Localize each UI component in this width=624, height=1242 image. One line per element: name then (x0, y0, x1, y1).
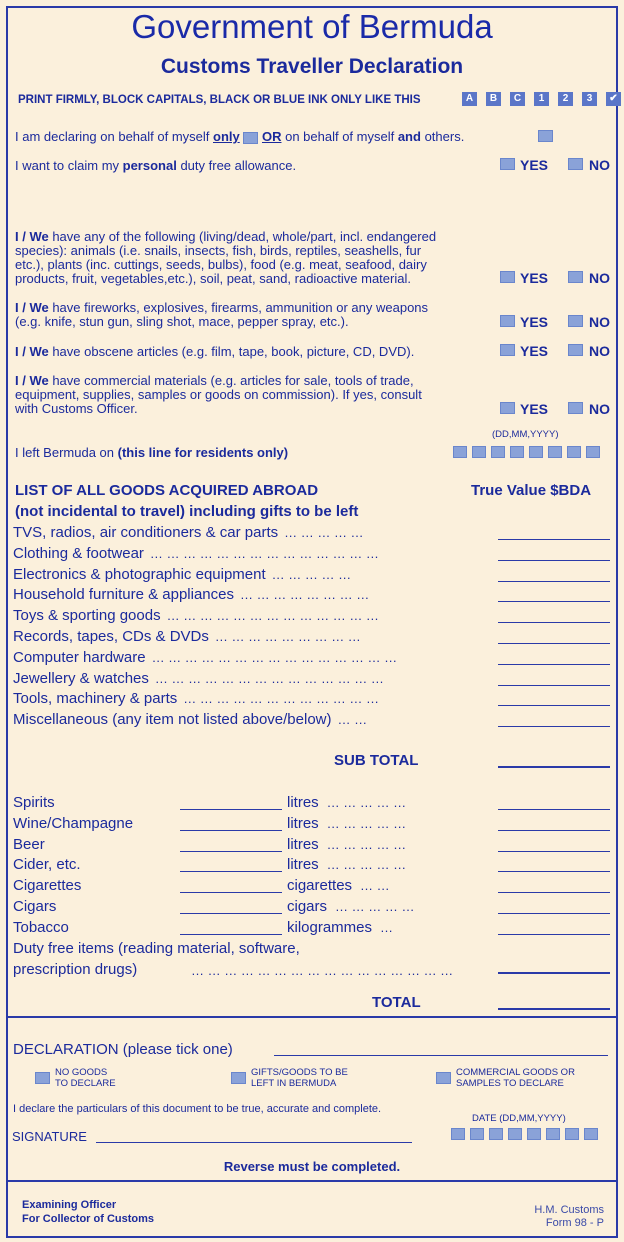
alcohol-unit-text: cigarettes (287, 877, 353, 894)
alcohol-unit (287, 836, 406, 853)
signature-date-digit-box[interactable] (489, 1128, 503, 1140)
sample-char-box: C (510, 92, 525, 106)
alcohol-quantity-field[interactable] (180, 830, 282, 831)
q1-part-a: I am declaring on behalf of myself (15, 129, 213, 144)
left-date-digit-box[interactable] (586, 446, 600, 458)
goods-item-dots: … … (337, 712, 368, 727)
signature-date-digit-box[interactable] (527, 1128, 541, 1140)
alcohol-item-label: Tobacco (13, 919, 69, 936)
q4-text (15, 301, 428, 329)
goods-item-label (13, 690, 379, 707)
opt-no-goods-label (55, 1067, 116, 1089)
alcohol-quantity-field[interactable] (180, 809, 282, 810)
goods-item-text: Household furniture & appliances (13, 586, 234, 603)
left-date-format: (DD,MM,YYYY) (492, 429, 559, 440)
q3-line-4: products, fruit, vegetables,etc.), soil, peat, sand, radioactive material. (15, 271, 411, 286)
alcohol-quantity-field[interactable] (180, 871, 282, 872)
duty-free-field[interactable] (498, 972, 610, 974)
goods-item-text: Jewellery & watches (13, 670, 149, 687)
declaration-title: DECLARATION (please tick one) (13, 1041, 233, 1058)
goods-item-dots: … … … … … … … … … … … … … … … (151, 650, 398, 665)
q5-yes-label: YES (520, 343, 549, 359)
form-title: Government of Bermuda (131, 8, 493, 45)
alcohol-unit (287, 919, 393, 936)
examining-officer: Examining Officer (22, 1199, 117, 1211)
subtotal-label: SUB TOTAL (334, 752, 419, 769)
alcohol-quantity-field[interactable] (180, 851, 282, 852)
goods-item-text: Toys & sporting goods (13, 607, 161, 624)
left-date-digit-box[interactable] (510, 446, 524, 458)
goods-item-text: Tools, machinery & parts (13, 690, 178, 707)
q3-text (15, 230, 436, 286)
q3-line-3: etc.), plants (inc. cuttings, seeds, bulbs), food (e.g. meat, seafood, dairy (15, 257, 427, 272)
goods-item-value-field[interactable] (498, 726, 610, 727)
q3-no-label: NO (589, 270, 610, 286)
alcohol-item-label: Wine/Champagne (13, 815, 134, 832)
opt-commercial-line-2: SAMPLES TO DECLARE (456, 1078, 564, 1089)
sample-char-box: B (486, 92, 501, 106)
subtotal-field[interactable] (498, 766, 610, 768)
alcohol-unit-text: litres (287, 836, 319, 853)
q2-no-label: NO (589, 157, 610, 173)
q6-text (15, 374, 422, 416)
sample-char-box: 1 (534, 92, 549, 106)
opt-gifts-line-1: GIFTS/GOODS TO BE (251, 1067, 348, 1078)
opt-gifts-line-2: LEFT IN BERMUDA (251, 1078, 337, 1089)
goods-item-dots: … … … … … … … … … … … … … … (154, 671, 384, 686)
q6-line-2: equipment, supplies, samples or goods on commission). If yes, consult (15, 387, 422, 402)
signature-field[interactable] (96, 1142, 412, 1143)
goods-item-dots: … … … … … … … … … … … … (183, 691, 379, 706)
q1-or: OR (261, 129, 282, 144)
opt-commercial-checkbox[interactable] (436, 1072, 451, 1084)
alcohol-unit (287, 877, 390, 894)
signature-date-digit-box[interactable] (546, 1128, 560, 1140)
q6-line-3: with Customs Officer. (15, 401, 138, 416)
goods-item-dots: … … … … … (284, 525, 364, 540)
alcohol-value-field[interactable] (498, 934, 610, 935)
goods-item-value-field[interactable] (498, 601, 610, 602)
alcohol-unit-text: kilogrammes (287, 919, 373, 936)
q5-line-1: have obscene articles (e.g. film, tape, book, picture, CD, DVD). (48, 344, 415, 359)
opt-commercial-label (456, 1067, 575, 1089)
q1-part-b: on behalf of myself (281, 129, 398, 144)
sample-char-box: A (462, 92, 477, 106)
signature-date-digit-box[interactable] (470, 1128, 484, 1140)
goods-item-label (13, 711, 367, 728)
goods-title-1: LIST OF ALL GOODS ACQUIRED ABROAD (15, 482, 319, 499)
signature-date-digit-box[interactable] (584, 1128, 598, 1140)
goods-item-text: Clothing & footwear (13, 545, 144, 562)
left-date-digit-box[interactable] (567, 446, 581, 458)
goods-item-value-field[interactable] (498, 622, 610, 623)
goods-item-label (13, 607, 379, 624)
reverse-note: Reverse must be completed. (223, 1159, 401, 1174)
goods-item-label (13, 545, 379, 562)
alcohol-dots: … … … … … (326, 795, 407, 810)
goods-item-dots: … … … … … … … … … … … … … (166, 608, 379, 623)
q3-we: I / We (15, 229, 49, 244)
q4-line-1: have fireworks, explosives, firearms, ammunition or any weapons (48, 300, 429, 315)
goods-item-value-field[interactable] (498, 539, 610, 540)
left-bermuda-label: I left Bermuda on (15, 445, 118, 460)
q2-part-a: I want to claim my (15, 158, 123, 173)
alcohol-dots: … … … … … (326, 816, 407, 831)
goods-item-label (13, 524, 364, 541)
q5-no-label: NO (589, 343, 610, 359)
sample-char-box: 3 (582, 92, 597, 106)
opt-gifts-checkbox[interactable] (231, 1072, 246, 1084)
form-subtitle: Customs Traveller Declaration (160, 55, 464, 78)
goods-item-value-field[interactable] (498, 643, 610, 644)
alcohol-item-label: Spirits (13, 794, 55, 811)
duty-free-dots: … … … … … … … … … … … … … … … … (191, 963, 454, 978)
signature-date-digit-box[interactable] (451, 1128, 465, 1140)
q1-part-c: others. (420, 129, 465, 144)
duty-free-line-1: Duty free items (reading material, software, (13, 940, 300, 957)
q3-yes-label: YES (520, 270, 549, 286)
left-date-digit-box[interactable] (529, 446, 543, 458)
alcohol-unit (287, 898, 414, 915)
alcohol-unit (287, 794, 406, 811)
alcohol-value-field[interactable] (498, 892, 610, 893)
section-divider-2 (6, 1180, 618, 1182)
goods-item-value-field[interactable] (498, 560, 610, 561)
q6-yes-checkbox[interactable] (500, 402, 515, 414)
hm-customs: H.M. Customs (534, 1204, 604, 1216)
alcohol-unit (287, 815, 406, 832)
goods-item-label (13, 628, 361, 645)
alcohol-quantity-field[interactable] (180, 913, 282, 914)
left-date-digit-box[interactable] (548, 446, 562, 458)
signature-date-digit-box[interactable] (565, 1128, 579, 1140)
goods-item-label (13, 566, 351, 583)
alcohol-dots: … (380, 920, 394, 935)
print-instruction: PRINT FIRMLY, BLOCK CAPITALS, BLACK OR BLUE INK ONLY LIKE THIS (18, 94, 421, 106)
signature-date-format: DATE (DD,MM,YYYY) (472, 1113, 566, 1124)
left-bermuda-note: (this line for residents only) (117, 445, 289, 460)
goods-item-text: Records, tapes, CDs & DVDs (13, 628, 209, 645)
signature-label: SIGNATURE (12, 1129, 87, 1144)
q2-part-b: duty free allowance. (176, 158, 297, 173)
sample-char-box: 2 (558, 92, 573, 106)
goods-item-label (13, 649, 397, 666)
q6-no-label: NO (589, 401, 610, 417)
alcohol-value-field[interactable] (498, 851, 610, 852)
opt-no-goods-line-2: TO DECLARE (55, 1078, 116, 1089)
true-value-header: True Value $BDA (471, 482, 592, 499)
q6-line-1: have commercial materials (e.g. articles for sale, tools of trade, (48, 373, 414, 388)
alcohol-unit (287, 856, 406, 873)
goods-item-dots: … … … … … (271, 567, 352, 582)
alcohol-value-field[interactable] (498, 913, 610, 914)
q4-yes-label: YES (520, 314, 549, 330)
opt-no-goods-checkbox[interactable] (35, 1072, 50, 1084)
alcohol-quantity-field[interactable] (180, 892, 282, 893)
q3-line-2: species): animals (i.e. snails, insects, fish, birds, reptiles, seashells, fur (15, 243, 422, 258)
q5-text (15, 345, 414, 359)
goods-item-dots: … … … … … … … … … … … … … … (149, 546, 379, 561)
q4-line-2: (e.g. knife, stun gun, sling shot, mace, pepper spray, etc.). (15, 314, 349, 329)
alcohol-value-field[interactable] (498, 809, 610, 810)
q2-yes-checkbox[interactable] (500, 158, 515, 170)
q4-we: I / We (15, 300, 49, 315)
q2-personal: personal (122, 158, 177, 173)
goods-item-value-field[interactable] (498, 581, 610, 582)
alcohol-dots: … … (360, 878, 390, 893)
goods-item-text: Computer hardware (13, 649, 146, 666)
q6-no-checkbox[interactable] (568, 402, 583, 414)
signature-date-digit-box[interactable] (508, 1128, 522, 1140)
total-label: TOTAL (372, 994, 421, 1011)
left-date-digit-box[interactable] (472, 446, 486, 458)
alcohol-dots: … … … … … (326, 857, 407, 872)
alcohol-value-field[interactable] (498, 830, 610, 831)
q2-yes-label: YES (520, 157, 549, 173)
q4-no-checkbox[interactable] (568, 315, 583, 327)
q5-no-checkbox[interactable] (568, 344, 583, 356)
alcohol-unit-text: litres (287, 856, 319, 873)
form-number: Form 98 - P (545, 1217, 604, 1229)
goods-item-label (13, 586, 369, 603)
alcohol-value-field[interactable] (498, 871, 610, 872)
alcohol-dots: … … … … … (335, 899, 415, 914)
q3-no-checkbox[interactable] (568, 271, 583, 283)
total-field[interactable] (498, 1008, 610, 1010)
alcohol-item-label: Cider, etc. (13, 856, 81, 873)
goods-item-text: TVS, radios, air conditioners & car parts (13, 524, 279, 541)
declaration-statement: I declare the particulars of this document to be true, accurate and complete. (13, 1103, 382, 1115)
alcohol-dots: … … … … … (326, 837, 407, 852)
goods-item-dots: … … … … … … … … (239, 587, 370, 602)
alcohol-item-label: Cigarettes (13, 877, 82, 894)
declaration-line (274, 1055, 608, 1056)
checkbox-others[interactable] (538, 130, 553, 142)
alcohol-item-label: Cigars (13, 898, 57, 915)
alcohol-unit-text: litres (287, 815, 319, 832)
goods-item-label (13, 670, 384, 687)
opt-no-goods-line-1: NO GOODS (55, 1067, 108, 1078)
q1-text (15, 130, 464, 144)
duty-free-line-2: prescription drugs) (13, 961, 138, 978)
checkbox-myself[interactable] (243, 132, 258, 144)
opt-gifts-label (251, 1067, 348, 1089)
goods-item-text: Miscellaneous (any item not listed above/below) (13, 711, 332, 728)
goods-item-text: Electronics & photographic equipment (13, 566, 266, 583)
q6-we: I / We (15, 373, 49, 388)
q2-no-checkbox[interactable] (568, 158, 583, 170)
q2-text (15, 159, 296, 173)
q3-yes-checkbox[interactable] (500, 271, 515, 283)
q1-only: only (213, 129, 240, 144)
goods-item-value-field[interactable] (498, 705, 610, 706)
collector-of-customs: For Collector of Customs (22, 1213, 155, 1225)
goods-item-dots: … … … … … … … … … (214, 629, 361, 644)
alcohol-unit-text: cigars (287, 898, 328, 915)
q4-yes-checkbox[interactable] (500, 315, 515, 327)
q5-we: I / We (15, 344, 49, 359)
goods-item-value-field[interactable] (498, 664, 610, 665)
goods-item-value-field[interactable] (498, 685, 610, 686)
q3-line-1: have any of the following (living/dead, whole/part, incl. endangered (48, 229, 437, 244)
opt-commercial-line-1: COMMERCIAL GOODS OR (456, 1067, 575, 1078)
q4-no-label: NO (589, 314, 610, 330)
left-date-digit-box[interactable] (453, 446, 467, 458)
goods-title-2: (not incidental to travel) including gifts to be left (15, 503, 359, 520)
q6-yes-label: YES (520, 401, 549, 417)
alcohol-unit-text: litres (287, 794, 319, 811)
alcohol-quantity-field[interactable] (180, 934, 282, 935)
left-bermuda-text (15, 446, 288, 460)
alcohol-item-label: Beer (13, 836, 45, 853)
left-date-digit-box[interactable] (491, 446, 505, 458)
q5-yes-checkbox[interactable] (500, 344, 515, 356)
q1-and: and (397, 129, 421, 144)
sample-char-box: ✔ (606, 92, 621, 106)
section-divider-1 (6, 1016, 618, 1018)
